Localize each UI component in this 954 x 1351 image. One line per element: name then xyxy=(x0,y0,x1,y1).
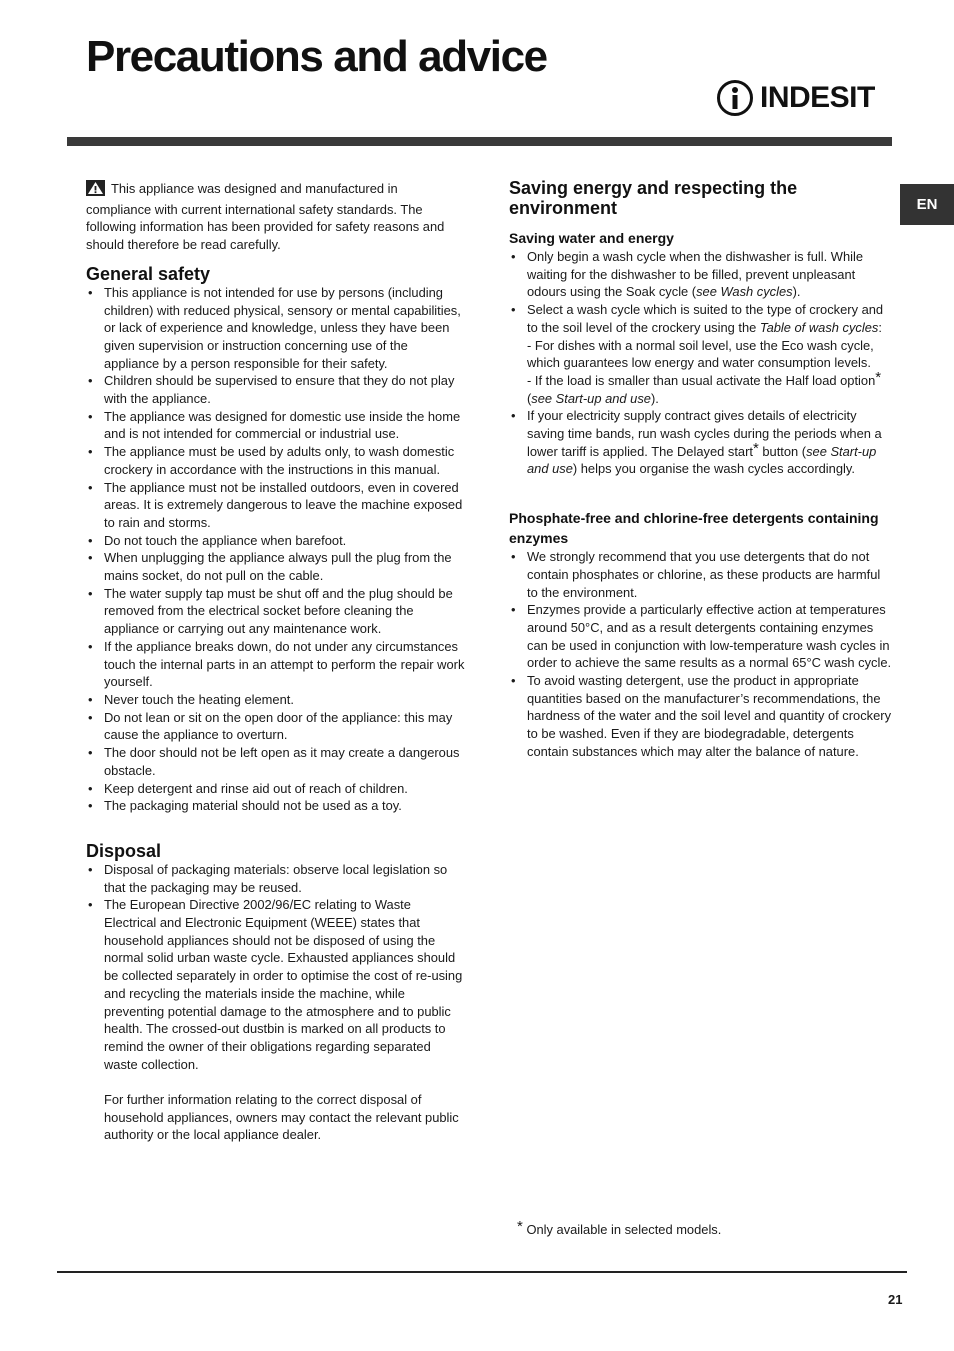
language-tab[interactable]: EN xyxy=(900,184,954,225)
list-item: • Enzymes provide a particularly effective action at temperatures around 50°C, and as a result detergents containing enzymes can be used in conjunction with low-temperature wash cycles in order to achieve the same results as a normal 65°C wash cycle. xyxy=(509,601,893,672)
list-item: • Do not lean or sit on the open door of the appliance: this may cause the appliance to overturn. xyxy=(86,709,466,744)
list-item: • Do not touch the appliance when barefoot. xyxy=(86,532,466,550)
item-text: ) helps you organise the wash cycles accordingly. xyxy=(572,461,855,477)
disposal-heading: Disposal xyxy=(86,840,162,861)
weee-text: The European Directive 2002/96/EC relating to Waste Electrical and Electronic Equipment (WEEE) states that household appliances should not be disposed of using the normal solid urban waste cycle. Exhausted appliances should be collected separately in order to optimise the cost of re-using and recycling the materials inside the machine, while preventing potential damage to the atmosphere and to public health. The crossed-out dustbin is marked on all products to remind the owner of their obligations regarding separated waste collection. xyxy=(104,897,463,1072)
cross-reference: see Start-up and use xyxy=(531,390,651,406)
footnote xyxy=(517,1218,722,1237)
page-title: Precautions and advice xyxy=(86,32,547,81)
list-item: • The appliance must not be installed outdoors, even in covered areas. It is extremely dangerous to leave the machine exposed to rain and storms. xyxy=(86,479,466,532)
list-item: • Disposal of packaging materials: observe local legislation so that the packaging may be reused. xyxy=(86,861,466,896)
item-text: ). xyxy=(792,284,801,300)
detergents-list xyxy=(509,548,893,760)
list-item: • The appliance was designed for domestic use inside the home and is not intended for commercial or industrial use. xyxy=(86,408,466,443)
list-item: • The appliance must be used by adults only, to wash domestic crockery in accordance with the instructions in this manual. xyxy=(86,443,466,478)
list-item: • This appliance is not intended for use by persons (including children) with reduced physical, sensory or mental capabilities, or lack of experience and knowledge, unless they have been given supervision or instruction concerning use of the appliance by a person responsible for their safety. xyxy=(86,284,466,373)
general-safety-heading: General safety xyxy=(86,263,211,284)
list-item: • The water supply tap must be shut off and the plug should be removed from the electrical socket before cleaning the appliance or carrying out any maintenance work. xyxy=(86,585,466,638)
detergents-heading: Phosphate-free and chlorine-free detergents containing enzymes xyxy=(509,510,879,547)
list-item xyxy=(86,896,466,1144)
item-text: - If the load is smaller than usual activate the Half load option xyxy=(527,372,876,388)
general-safety-list xyxy=(86,284,466,815)
indesit-logo-icon xyxy=(716,79,754,117)
disposal-further-info: For further information relating to the correct disposal of household appliances, owners may contact the relevant public authority or the local appliance dealer. xyxy=(104,1092,459,1143)
item-text: Only begin a wash cycle when the dishwasher is full. While waiting for the dishwasher to be filled, prevent unpleasant odours using the Soak cycle ( xyxy=(527,249,864,300)
cross-reference: Table of wash cycles xyxy=(759,319,879,335)
list-item: • If the appliance breaks down, do not under any circumstances touch the internal parts in an attempt to perform the repair work yourself. xyxy=(86,638,466,691)
header-rule xyxy=(67,137,892,146)
footnote-marker: * xyxy=(752,439,759,457)
list-item xyxy=(509,301,893,407)
sub-item: - For dishes with a normal soil level, use the Eco wash cycle, which guarantees low energy and water consumption levels. xyxy=(527,337,874,371)
list-item: • To avoid wasting detergent, use the product in appropriate quantities based on the manufacturer’s recommendations, the hardness of the water and the soil level and quantity of crockery to be washed. Even if they are biodegradable, detergents contain substances which may alter the balance of nature. xyxy=(509,672,893,761)
saving-water-list xyxy=(509,248,893,478)
item-text: : xyxy=(878,319,882,335)
page-number: 21 xyxy=(888,1292,903,1307)
disposal-list xyxy=(86,861,466,1144)
list-item: • Never touch the heating element. xyxy=(86,691,466,709)
cross-reference: see Start-up and use xyxy=(527,443,877,477)
warning-icon xyxy=(86,180,105,201)
intro-paragraph xyxy=(86,180,466,254)
item-text: button ( xyxy=(758,443,807,459)
list-item xyxy=(509,407,893,478)
list-item xyxy=(509,248,893,301)
footer-rule xyxy=(57,1271,907,1273)
list-item: • The packaging material should not be used as a toy. xyxy=(86,797,466,815)
cross-reference: see Wash cycles xyxy=(696,284,793,300)
right-column xyxy=(509,178,893,761)
brand-name: INDESIT xyxy=(760,81,875,114)
list-item: • When unplugging the appliance always pull the plug from the mains socket, do not pull on the cable. xyxy=(86,549,466,584)
list-item: • We strongly recommend that you use detergents that do not contain phosphates or chlorine, as these products are harmful to the environment. xyxy=(509,548,893,601)
brand-logo xyxy=(716,78,875,118)
sub-item: - If the load is smaller than usual activate the Half load option* (see Start-up and use). xyxy=(527,368,882,406)
footnote-marker: * xyxy=(875,368,882,386)
intro-text: This appliance was designed and manufactured in compliance with current international safety standards. The following information has been provided for safety reasons and should therefore be read carefully. xyxy=(86,181,445,253)
list-item: • Keep detergent and rinse aid out of reach of children. xyxy=(86,780,466,798)
saving-heading: Saving energy and respecting the environment xyxy=(509,178,798,218)
item-text: Select a wash cycle which is suited to the type of crockery and to the soil level of the crockery using the xyxy=(527,302,884,335)
footnote-text: Only available in selected models. xyxy=(526,1222,722,1237)
saving-water-heading: Saving water and energy xyxy=(509,230,674,246)
list-item: • The door should not be left open as it may create a dangerous obstacle. xyxy=(86,744,466,779)
footnote-marker: * xyxy=(517,1218,523,1235)
item-text: If your electricity supply contract gives details of electricity saving time bands, run wash cycles during the periods when a lower tariff is applied. The Delayed start xyxy=(527,408,882,459)
list-item: • Children should be supervised to ensure that they do not play with the appliance. xyxy=(86,372,466,407)
left-column xyxy=(86,180,466,1144)
